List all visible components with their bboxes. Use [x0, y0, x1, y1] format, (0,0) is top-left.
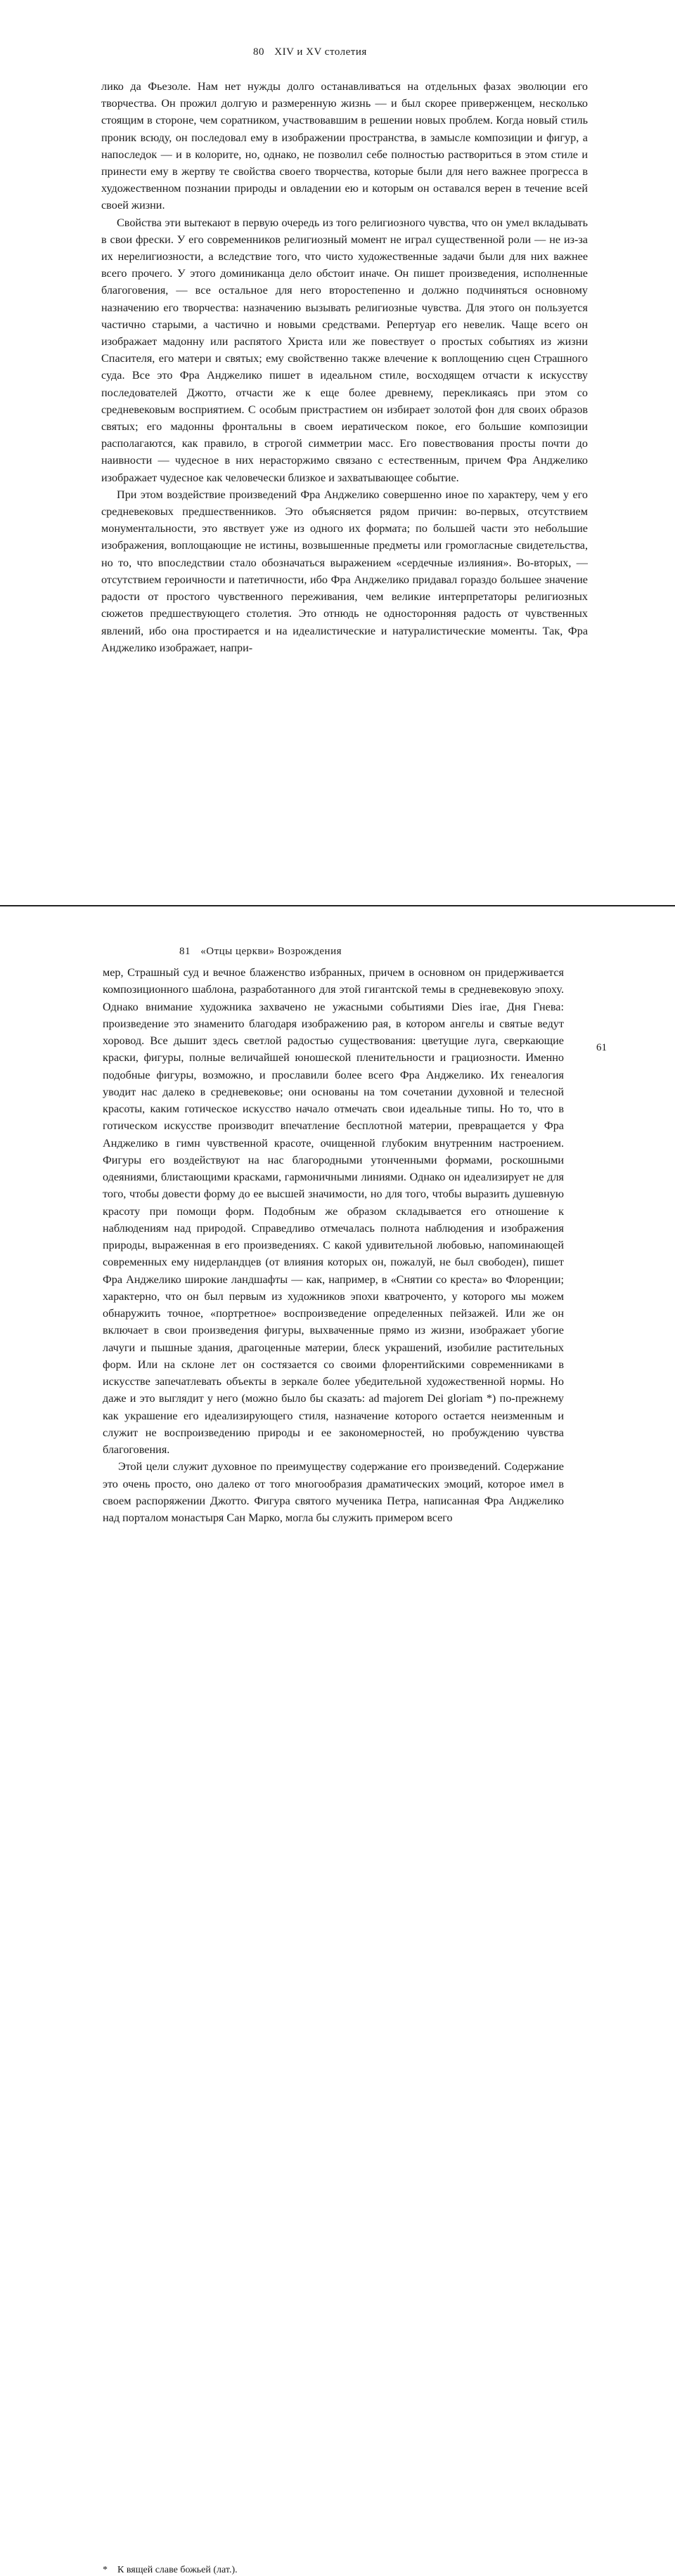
paragraph: При этом воздействие произведений Фра Анджелико совершенно иное по характеру, чем у его средневековых предшественников. Это объясняется рядом причин: во-первых, отсутствием монументальности, это явствует уже из одного их формата; по большей части это небольшие изображения, воплощающие не истины, возвышенные предметы или громогласные свидетельства, но то, что впоследствии стало обозначаться выражением «сердечные излияния». Во-вторых, — отсутствием героичности и патетичности, ибо Фра Анджелико придавал гораздо большее значение радости от простого чувственного переживания, чем великие интерпретаторы религиозных сюжетов предшествующего столетия. Это отнюдь не односторонняя радость от чувственных явлений, ибо она простирается и на идеалистические и натуралистические моменты. Так, Фра Анджелико изображает, напри- [101, 488, 588, 654]
book-page-81 [0, 909, 675, 2575]
footnote-text: К вящей славе божьей (лат.). [117, 2565, 238, 2575]
paragraph: лико да Фьезоле. Нам нет нужды долго останавливаться на отдельных фазах эволюции его творчества. Он прожил долгую и размеренную жизнь — и был скорее приверженцем, несколько стоящим в стороне, чем соратником, участвовавшим в решении новых проблем. Когда новый стиль проник всюду, он последовал ему в изображении пространства, в замысле композиции и фигур, а напоследок — и в колорите, но, однако, не позволил себе полностью раствориться в этом стиле и принести ему в жертву те свойства своего творчества, которые были для него важнее прогресса в художественном познании природы и овладении ею и которым он оставался верен в течение всей своей жизни. [101, 80, 588, 212]
book-page-80 [0, 0, 675, 905]
running-title: «Отцы церкви» Возрождения [200, 946, 342, 957]
running-head [253, 46, 367, 58]
running-head [179, 946, 342, 958]
margin-illustration-number: 61 [596, 1042, 607, 1053]
page-number: 81 [179, 946, 191, 957]
paragraph: мер, Страшный суд и вечное блаженство избранных, причем в основном он придерживается композиционного шаблона, разработанного для этой гигантской темы в средневековую эпоху. Однако внимание художника захвачено не ужасными событиями Dies irae, Дня Гнева: произведение это знаменито благодаря изображению рая, в котором ангелы и святые ведут хоровод. Все дышит здесь светлой радостью существования: цветущие луга, сверкающие краски, фигуры, полные величайшей юношеской пленительности и грациозности. Именно подобные фигуры, возможно, и прославили более всего Фра Анджелико. Их генеалогия уводит нас далеко в средневековье; они основаны на том сочетании духовной и телесной красоты, каким готическое искусство начало отмечать свои идеальные типы. Но то, что в готическом искусстве производит впечатление бесплотной материи, превращается у Фра Анджелико в гимн чувственной красоте, очищенной глубоким внутренним настроением. Фигуры его воздействуют на нас благородными утонченными формами, роскошными одеяниями, блистающими красками, гармоничными линиями. Однако он идеализирует не для того, чтобы довести форму до ее высшей значимости, но для того, чтобы выразить душевную красоту при помощи форм. Подобным же образом складывается его отношение к наблюдениям над природой. Справедливо отмечалась полнота наблюдения и изображения природы, выраженная в его произведениях. С какой удивительной любовью, напоминающей современных ему нидерландцев (от влияния которых он, пожалуй, не был свободен), пишет Фра Анджелико широкие ландшафты — как, например, в «Снятии со креста» во Флоренции; характерно, что он был первым из художников эпохи кватроченто, у которого мы можем обнаружить точное, «портретное» воспроизведение определенных пейзажей. Или же он включает в свои произведения фигуры, выхваченные прямо из жизни, изображает убогие лачуги и пышные здания, драгоценные материи, блеск украшений, изобилие растительных форм. Или на склоне лет он состязается со своими флорентийскими современниками в искусстве запечатлевать объекты в зеркале более убедительной художественной нормы. Но даже и это выглядит у него (можно было бы сказать: ad majorem Dei gloriam *) по-прежнему как украшение его идеализирующего стиля, назначение которого остается неизменным и служит не воспроизведению природы и ее закономерностей, но пробуждению чувства благоговения. [103, 966, 564, 1456]
page-divider [0, 905, 675, 906]
page-number: 80 [253, 46, 264, 58]
paragraph: Свойства эти вытекают в первую очередь из того религиозного чувства, что он умел вкладывать в свои фрески. У его современников религиозный момент не играл существенной роли — не из-за их нерелигиозности, а вследствие того, что чисто художественные задачи были для них важнее всего прочего. У этого доминиканца дело обстоит иначе. Он пишет произведения, исполненные благоговения, — все остальное для него второстепенно и должно подчиняться основному назначению его творчества: назначению вызывать религиозные чувства. Для этого он пользуется частично старыми, а частично и новыми средствами. Репертуар его невелик. Чаще всего он изображает мадонну или распятого Христа или же повествует о простых событиях из жизни Спасителя, его матери и святых; ему свойственно также влечение к воплощению сцен Страшного суда. Все это Фра Анджелико пишет в идеальном стиле, восходящем отчасти к искусству последователей Джотто, отчасти же к еще более древнему, перекликаясь при этом со средневековым восприятием. С особым пристрастием он избирает золотой фон для своих образов святых; его мадонны фронтальны в своем иератическом покое, его большие композиции располагаются, как правило, в строгой симметрии масс. Его повествования просты почти до наивности — чудесное в них нерасторжимо связано с естественным, причем Фра Анджелико изображает чудесное как человечески близкое и захватывающее событие. [101, 216, 588, 484]
footnote [103, 2565, 564, 2576]
body-text [101, 78, 588, 656]
paragraph: Этой цели служит духовное по преимуществу содержание его произведений. Содержание это очень просто, оно далеко от того многообразия драматических эмоций, которое имел в своем распоряжении Джотто. Фигура святого мученика Петра, написанная Фра Анджелико над порталом монастыря Сан Марко, могла бы служить примером всего [103, 1460, 564, 1524]
running-title: XIV и XV столетия [274, 46, 367, 58]
footnote-mark: * [103, 2565, 108, 2575]
body-text [103, 964, 564, 1526]
